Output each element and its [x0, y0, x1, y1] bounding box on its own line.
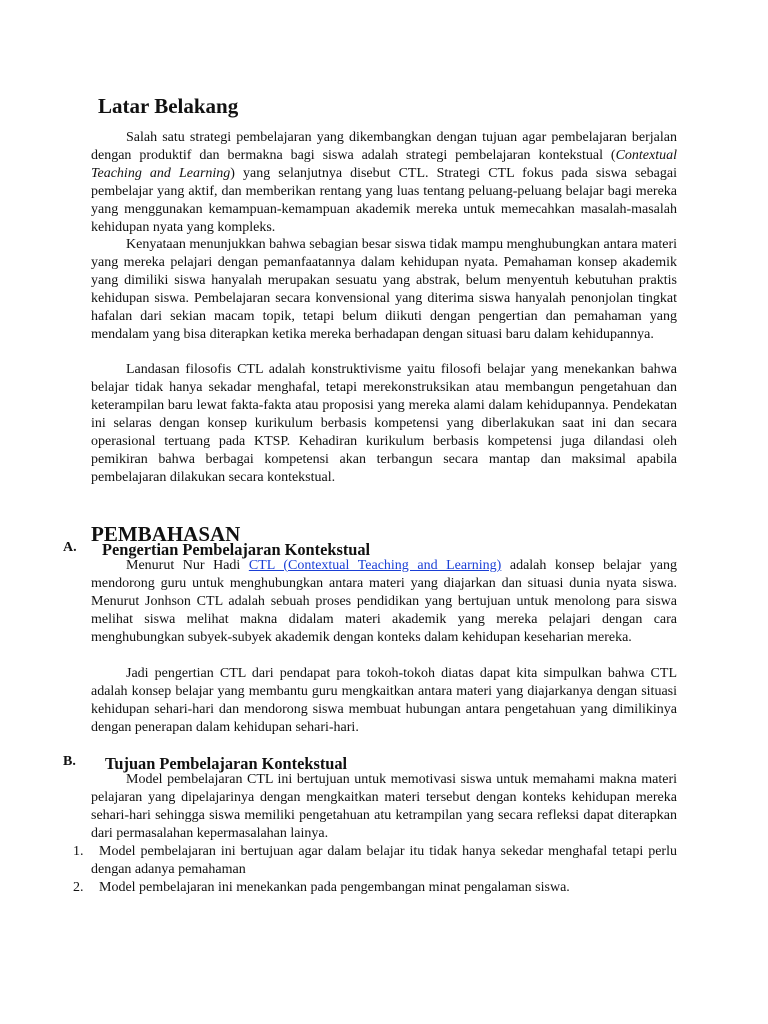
section-b-marker: B. [63, 754, 76, 769]
list-item-1: Model pembelajaran ini bertujuan agar dalam belajar itu tidak hanya sekedar menghafal tetapi perlu dengan adanya pemahaman [91, 844, 677, 877]
section-b-title: Tujuan Pembelajaran Kontekstual [105, 754, 348, 773]
list-item-2-marker: 2. [73, 880, 84, 895]
section-a-paragraph-1 [91, 557, 677, 647]
paragraph-text: ) yang selanjutnya disebut CTL. Strategi CTL fokus pada siswa sebagai pembelajar yang aktif, dan memberikan rentang yang luas tentang peluang-peluang belajar bagi mereka yang menggunakan kemampuan-kemampuan akademik mereka untuk memecahkan masalah-masalah kehidupan nyata yang kompleks. [91, 166, 677, 235]
italic-term: Contextual Teaching and Learning [91, 148, 677, 181]
paragraph-text: Salah satu strategi pembelajaran yang dikembangkan dengan tujuan agar pembelajaran berjalan dengan produktif dan bermakna bagi siswa adalah strategi pembelajaran kontekstual ( [91, 130, 677, 163]
list-item-2: Model pembelajaran ini menekankan pada pengembangan minat pengalaman siswa. [99, 880, 570, 895]
background-paragraph-1 [91, 129, 677, 237]
section-a-paragraph-2: Jadi pengertian CTL dari pendapat para tokoh-tokoh diatas dapat kita simpulkan bahwa CTL adalah konsep belajar yang membantu guru mengkaitkan antara materi yang diajarkanya dengan situasi kehidupan sehari-hari dan mendorong siswa membuat hubungan antara pengetahuan yang dimilikinya dengan penerapan dalam kehidupan sehari-hari. [91, 666, 677, 735]
discussion-heading: PEMBAHASAN [91, 522, 241, 546]
paragraph-text: Menurut Nur Hadi [126, 558, 249, 573]
section-a-title: Pengertian Pembelajaran Kontekstual [102, 540, 371, 559]
list-item-1-marker: 1. [73, 844, 84, 859]
paragraph-text: adalah konsep belajar yang mendorong guru untuk menghubungkan antara materi yang diajarkan dan situasi dunia nyata siswa. Menurut Jonhson CTL adalah sebuah proses pendidikan yang bertujuan untuk menolong para siswa melihat siswa melihat makna didalam materi akademik yang mereka pelajari dengan cara menghubungkan subyek-subyek akademik dengan konteks dalam kehidupan keseharian mereka. [91, 558, 677, 645]
ctl-link[interactable]: CTL (Contextual Teaching and Learning) [248, 558, 502, 573]
section-a-marker: A. [63, 540, 77, 555]
section-b-paragraph-1: Model pembelajaran CTL ini bertujuan untuk memotivasi siswa untuk memahami makna materi pelajaran yang dipelajarinya dengan mengkaitkan materi tersebut dengan konteks kehidupan mereka sehari-hari sehingga siswa memiliki pengetahuan atu ketrampilan yang secara refleksi dapat diterapkan dari permasalahan kepermasalahan lainya. [91, 772, 677, 841]
background-paragraph-2: Kenyataan menunjukkan bahwa sebagian besar siswa tidak mampu menghubungkan antara materi yang mereka pelajari dengan pemanfaatannya dalam kehidupan nyata. Pemahaman konsep akademik yang dimiliki siswa hanyalah merupakan sesuatu yang abstrak, belum menyentuh kebutuhan praktis kehidupan siswa. Pembelajaran secara konvensional yang diterima siswa hanyalah penonjolan tingkat hafalan dari sekian macam topik, tetapi belum diikuti dengan pengertian dan pemahaman yang mendalam yang bisa diterapkan ketika mereka berhadapan dengan situasi baru dalam kehidupannya. [91, 237, 677, 342]
background-paragraph-3: Landasan filosofis CTL adalah konstruktivisme yaitu filosofi belajar yang menekankan bahwa belajar tidak hanya sekadar menghafal, tetapi merekonstruksikan atau membangun pengetahuan dan keterampilan baru lewat fakta-fakta atau proposisi yang mereka alami dalam kehidupannya. Pendekatan ini selaras dengan konsep kurikulum berbasis kompetensi yang diberlakukan saat ini dan secara operasional tertuang pada KTSP. Kehadiran kurikulum berbasis kompetensi juga dilandasi oleh pemikiran bahwa berbagai kompetensi akan terbangun secara mantap dan maksimal apabila pembelajaran dilakukan secara kontekstual. [91, 362, 677, 485]
background-heading: Latar Belakang [98, 94, 239, 118]
